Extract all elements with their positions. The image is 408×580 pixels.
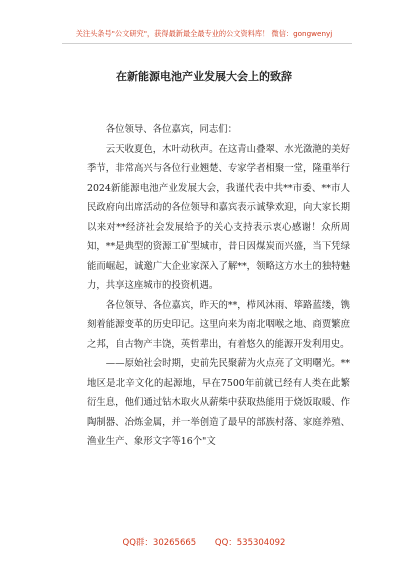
header-divider	[62, 43, 352, 44]
document-title: 在新能源电池产业发展大会上的致辞	[116, 70, 292, 83]
footer-qq: QQ：535304092	[214, 538, 286, 548]
footer-qq-group: QQ群：30265665	[122, 538, 197, 548]
document-body	[87, 120, 350, 452]
paragraph-2: 各位领导、各位嘉宾，昨天的**，栉风沐雨、筚路蓝缕，镌刻着能源变革的历史印记。这里向来为南北咽喉之地、商贾繁庶之邦，自古物产丰饶，英哲辈出，有着悠久的能源开发利用史。	[87, 299, 350, 350]
salutation: 各位领导、各位嘉宾，同志们：	[105, 124, 238, 135]
header-promo-note: 关注头条号"公文研究"，获得最新最全最专业的公文资料库！ 微信：gongwenyj	[75, 29, 333, 38]
paragraph-3: ——原始社会时期，史前先民聚薪为火点亮了文明曙光。**地区是北辛文化的起源地，早在7500年前就已经有人类在此繁衍生息，他们通过钻木取火从薪柴中获取热能用于烧饭取暖、作陶制器、冶炼金属，并一举创造了最早的部族村落、家庭养殖、渔业生产、象形文字等16个"文	[87, 358, 350, 447]
paragraph-1: 云天收夏色，木叶动秋声。在这青山叠翠、水光潋滟的美好季节，非常高兴与各位行业翘楚、专家学者相聚一堂，隆重举行2024新能源电池产业发展大会，我谨代表中共**市委、**市人民政府向出席活动的各位领导和嘉宾表示诚挚欢迎，向大家长期以来对**经济社会发展给予的关心支持表示衷心感谢！众所周知，**是典型的资源工矿型城市，昔日因煤炭而兴盛，当下凭绿能而崛起，诚邀广大企业家深入了解**，领略这方水土的独特魅力，共享这座城市的投资机遇。	[87, 143, 350, 291]
footer-contacts	[0, 536, 408, 548]
